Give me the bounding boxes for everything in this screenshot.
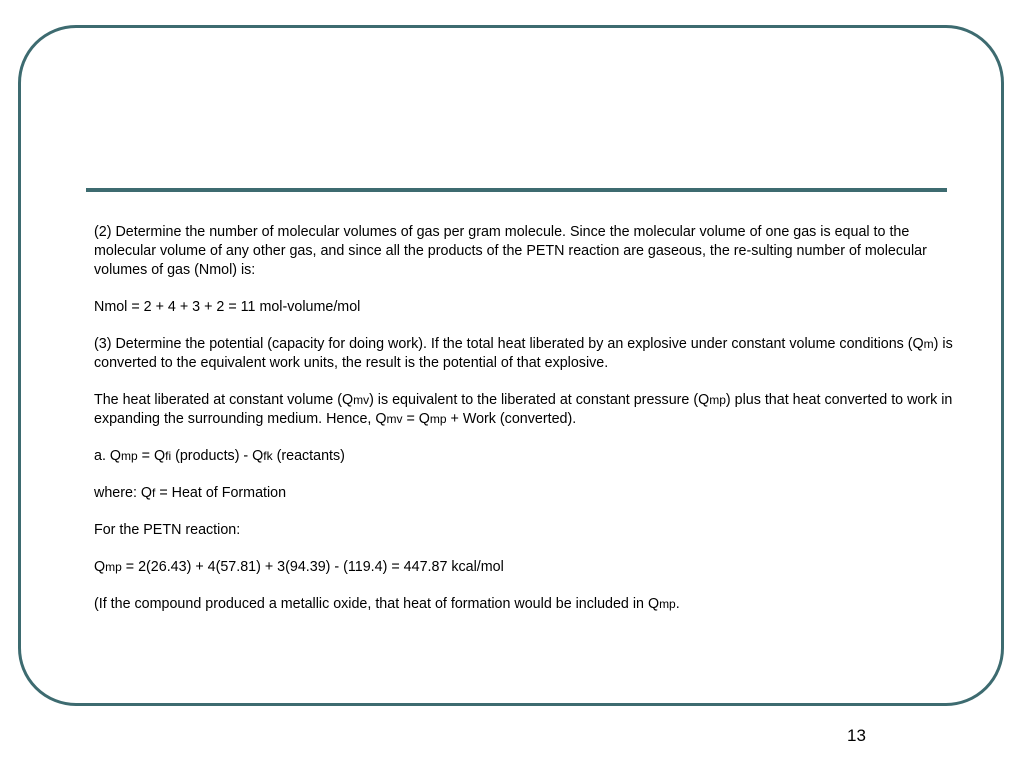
paragraph-petn-reaction: For the PETN reaction:: [94, 522, 241, 538]
paragraph-nmol-equation: Nmol = 2 + 4 + 3 + 2 = 11 mol-volume/mol: [94, 299, 361, 315]
paragraph-potential: (3) Determine the potential (capacity for doing work). If the total heat liberated by an explosive under constant volume conditions (Qm) is converted to the equivalent work units, the result is the potential of that explosive.: [94, 336, 953, 371]
paragraph-heat-constant-volume: The heat liberated at constant volume (Qmv) is equivalent to the liberated at constant pressure (Qmp) plus that heat converted to work in expanding the surrounding medium. Hence, Qmv = Qmp + Work (converted).: [94, 392, 953, 427]
title-divider: [86, 188, 947, 192]
body-text: [94, 223, 954, 632]
paragraph-qmp-formula: a. Qmp = Qfi (products) - Qfk (reactants): [94, 448, 345, 464]
page-number: 13: [847, 726, 866, 745]
paragraph-where-qf: where: Qf = Heat of Formation: [94, 485, 287, 501]
paragraph-qmp-calculation: Qmp = 2(26.43) + 4(57.81) + 3(94.39) - (119.4) = 447.87 kcal/mol: [94, 559, 504, 575]
paragraph-metallic-oxide-note: (If the compound produced a metallic oxide, that heat of formation would be included in Qmp.: [94, 596, 680, 612]
paragraph-molecular-volumes: (2) Determine the number of molecular volumes of gas per gram molecule. Since the molecular volume of one gas is equal to the molecular volume of any other gas, and since all the products of the PETN reaction are gaseous, the re-sulting number of molecular volumes of gas (Nmol) is:: [94, 224, 927, 278]
